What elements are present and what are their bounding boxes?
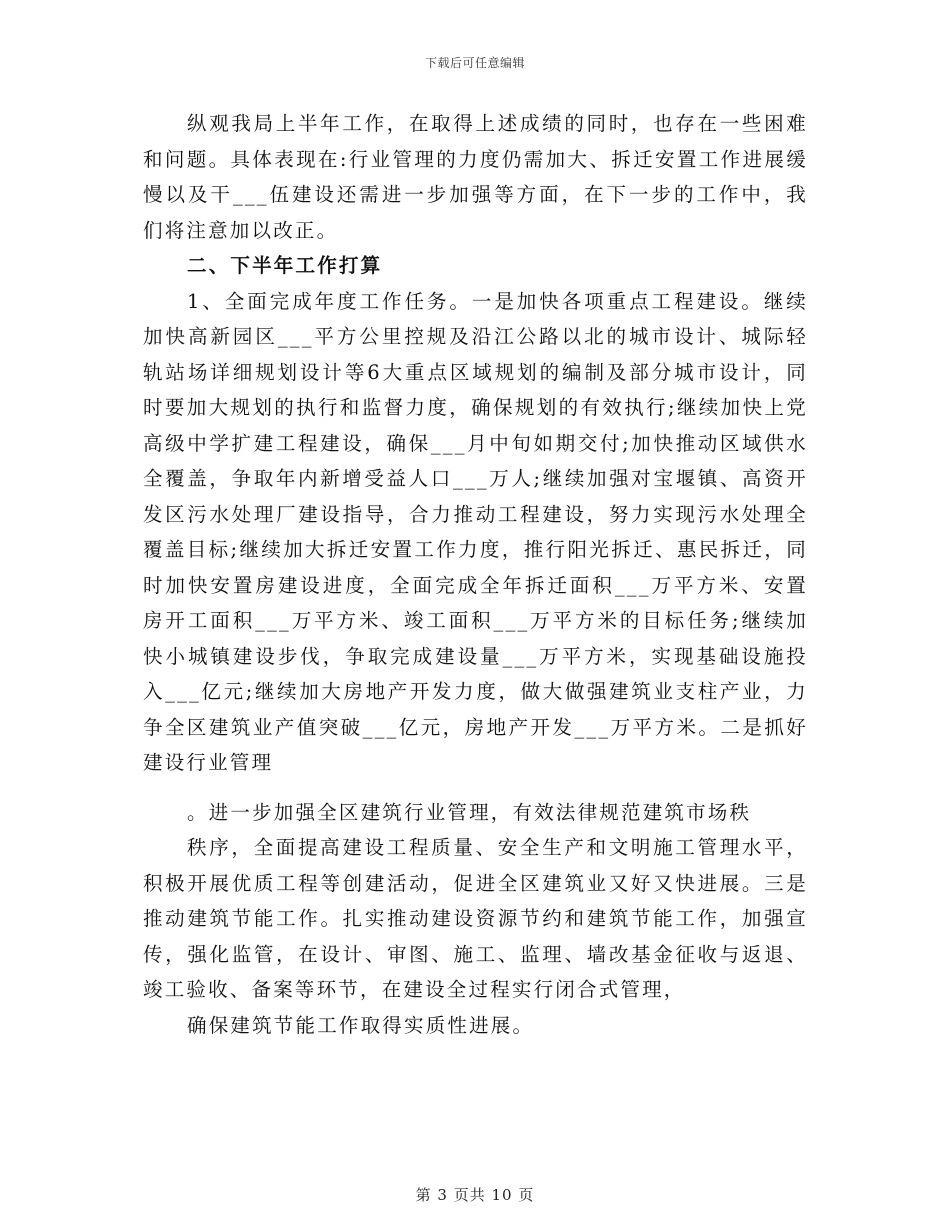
- paragraph-quality-energy: 秩序，全面提高建设工程质量、安全生产和文明施工管理水平，积极开展优质工程等创建活动，促进全区建筑业又好又快进展。三是推动建筑节能工作。扎实推动建设资源节约和建筑节能工作，加强宣传，强化监管，在设计、审图、施工、监理、墙改基金征收与返退、竣工验收、备案等环节，在建设全过程实行闭合式管理，: [143, 836, 808, 1001]
- page-header: 下载后可任意编辑: [424, 56, 525, 70]
- paragraph-problems: 纵观我局上半年工作，在取得上述成绩的同时，也存在一些困难和问题。具体表现在:行业管理的力度仍需加大、拆迁安置工作进展缓慢以及干___伍建设还需进一步加强等方面，在下一步的工作中，我们将注意加以改正。: [143, 112, 808, 242]
- paragraph-annual-tasks: 1、全面完成年度工作任务。一是加快各项重点工程建设。继续加快高新园区___平方公里控规及沿江公路以北的城市设计、城际轻轨站场详细规划设计等6大重点区域规划的编制及部分城市设计，同时要加大规划的执行和监督力度，确保规划的有效执行;继续加快上党高级中学扩建工程建设，确保___月中旬如期交付;加快推动区域供水全覆盖，争取年内新增受益人口___万人;继续加强对宝堰镇、高资开发区污水处理厂建设指导，合力推动工程建设，努力实现污水处理全覆盖目标;继续加大拆迁安置工作力度，推行阳光拆迁、惠民拆迁，同时加快安置房建设进度，全面完成全年拆迁面积___万平方米、安置房开工面积___万平方米、竣工面积___万平方米的目标任务;继续加快小城镇建设步伐，争取完成建设量___万平方米，实现基础设施投入___亿元;继续加大房地产开发力度，做大做强建筑业支柱产业，力争全区建筑业产值突破___亿元，房地产开发___万平方米。二是抓好建设行业管理: [143, 289, 808, 774]
- paragraph-industry-management: 。进一步加强全区建筑行业管理，有效法律规范建筑市场秩: [187, 800, 752, 824]
- page-footer: 第 3 页共 10 页: [415, 1186, 535, 1204]
- document-body: [143, 106, 808, 1043]
- paragraph-energy-progress: 确保建筑节能工作取得实质性进展。: [187, 1013, 535, 1037]
- section-heading-second-half-plan: 二、下半年工作打算: [187, 254, 383, 277]
